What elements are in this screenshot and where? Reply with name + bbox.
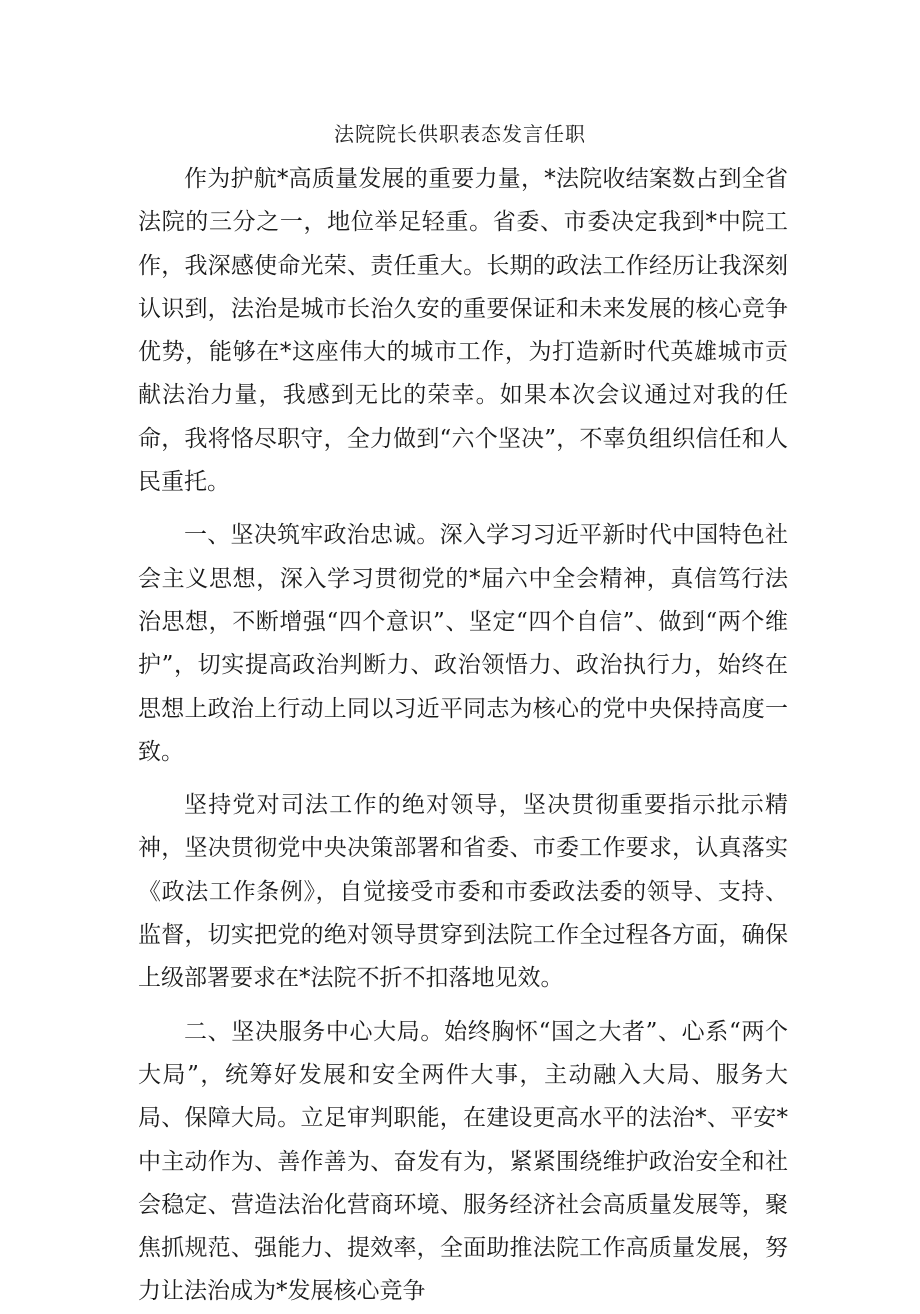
document-title: 法院院长供职表态发言任职 [334, 122, 586, 146]
paragraph-serve-overall: 二、坚决服务中心大局。始终胸怀“国之大者”、心系“两个大局”，统筹好发展和安全两件大事，主动融入大局、服务大局、保障大局。立足审判职能，在建设更高水平的法治*、平安*中主动作为、善作善为、奋发有为，紧紧围绕维护政治安全和社会稳定、营造法治化营商环境、服务经济社会高质量发展等，聚焦抓规范、强能力、提效率，全面助推法院工作高质量发展，努力让法治成为*发展核心竞争 [138, 1018, 788, 1305]
paragraph-party-leadership: 坚持党对司法工作的绝对领导，坚决贯彻重要指示批示精神，坚决贯彻党中央决策部署和省委、市委工作要求，认真落实《政法工作条例》，自觉接受市委和市委政法委的领导、支持、监督，切实把党的绝对领导贯穿到法院工作全过程各方面，确保上级部署要求在*法院不折不扣落地见效。 [138, 792, 788, 992]
document-body [138, 158, 788, 1314]
paragraph-intro: 作为护航*高质量发展的重要力量，*法院收结案数占到全省法院的三分之一，地位举足轻重。省委、市委决定我到*中院工作，我深感使命光荣、责任重大。长期的政法工作经历让我深刻认识到，法治是城市长治久安的重要保证和未来发展的核心竞争优势，能够在*这座伟大的城市工作，为打造新时代英雄城市贡献法治力量，我感到无比的荣幸。如果本次会议通过对我的任命，我将恪尽职守，全力做到“六个坚决”，不辜负组织信任和人民重托。 [138, 166, 788, 496]
paragraph-political-loyalty: 一、坚决筑牢政治忠诚。深入学习习近平新时代中国特色社会主义思想，深入学习贯彻党的*届六中全会精神，真信笃行法治思想，不断增强“四个意识”、坚定“四个自信”、做到“两个维护”，切实提高政治判断力、政治领悟力、政治执行力，始终在思想上政治上行动上同以习近平同志为核心的党中央保持高度一致。 [138, 522, 788, 765]
